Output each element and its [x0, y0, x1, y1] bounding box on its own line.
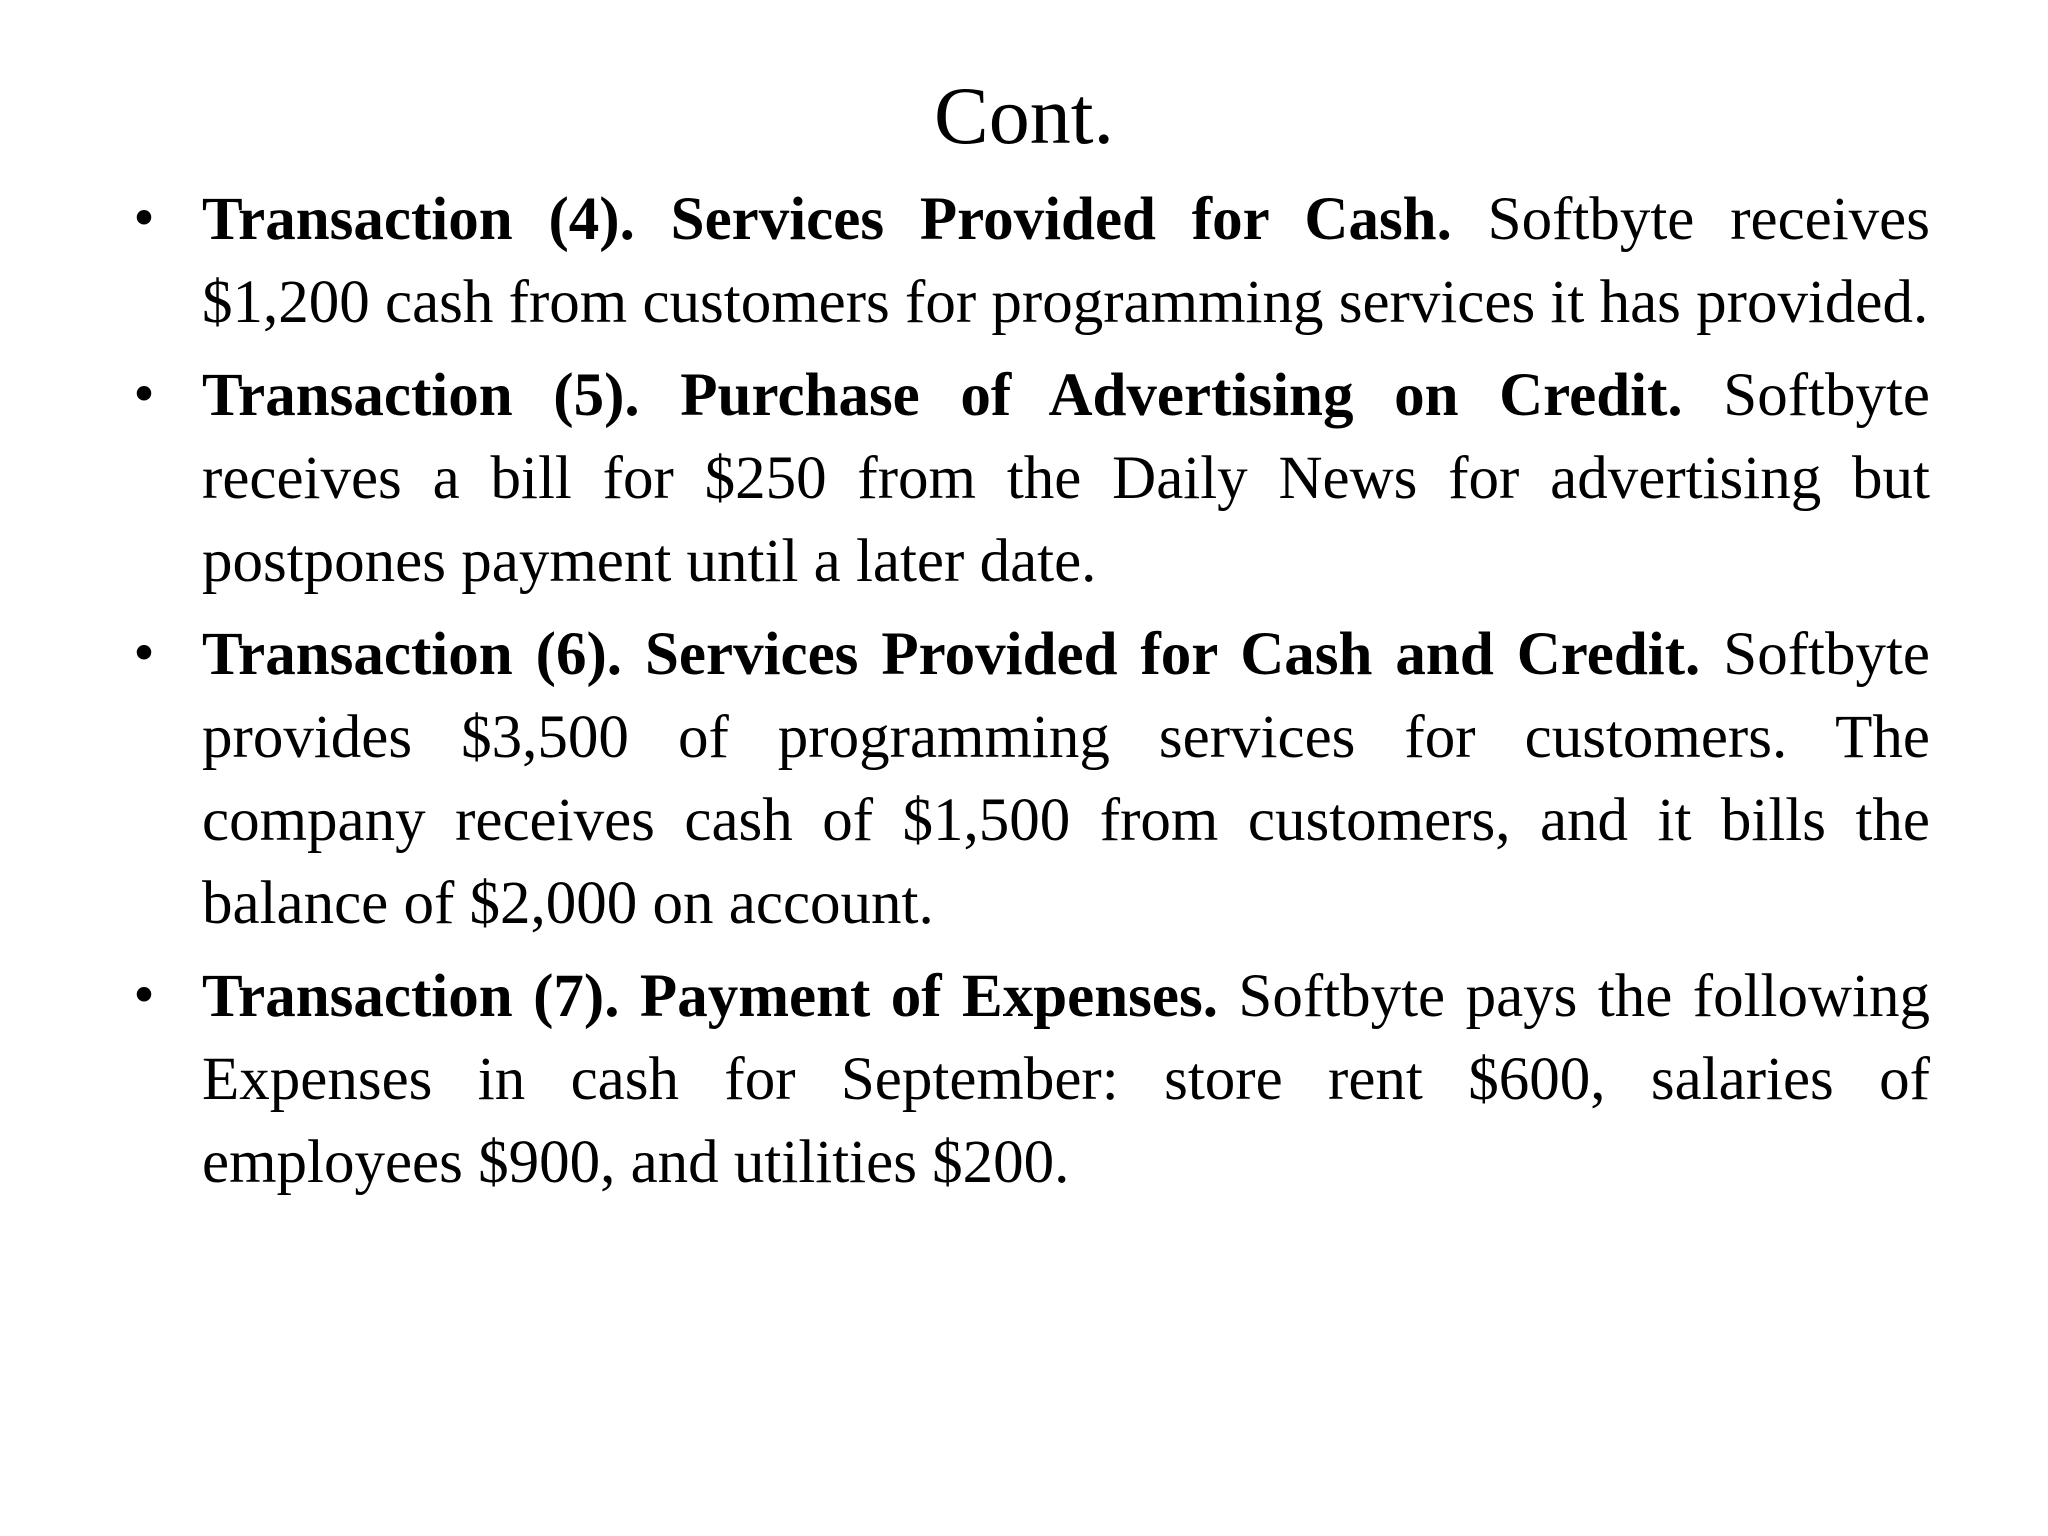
bullet-item-transaction-5	[120, 354, 1930, 603]
bullet-dot-icon: •	[129, 190, 159, 248]
bullet-body: Softbyte provides $3,500 of programming services for customers. The company receives cash of $1,500 from customers, and it bills the balance of $2,000 on account.	[202, 621, 1930, 937]
bullet-list	[120, 178, 1930, 1214]
bullet-lead: Transaction (5). Purchase of Advertising on Credit.	[202, 362, 1683, 429]
bullet-item-transaction-4	[120, 178, 1930, 344]
bullet-lead: Transaction (4). Services Provided for Cash.	[202, 186, 1452, 253]
bullet-lead: Transaction (6). Services Provided for Cash and Credit.	[202, 621, 1701, 688]
bullet-item-transaction-7	[120, 955, 1930, 1204]
bullet-body: Softbyte pays the following Expenses in cash for September: store rent $600, salaries of employees $900, and utilities $200.	[202, 963, 1931, 1196]
bullet-body: Softbyte receives $1,200 cash from customers for programming services it has provided.	[202, 186, 1930, 336]
bullet-body: Softbyte receives a bill for $250 from the Daily News for advertising but postpones payment until a later date.	[202, 362, 1930, 595]
slide-title: Cont.	[934, 70, 1114, 161]
bullet-item-transaction-6	[120, 613, 1930, 945]
bullet-lead: Transaction (7). Payment of Expenses.	[202, 963, 1218, 1030]
bullet-dot-icon: •	[129, 967, 159, 1025]
bullet-dot-icon: •	[129, 366, 159, 424]
bullet-dot-icon: •	[129, 625, 159, 683]
